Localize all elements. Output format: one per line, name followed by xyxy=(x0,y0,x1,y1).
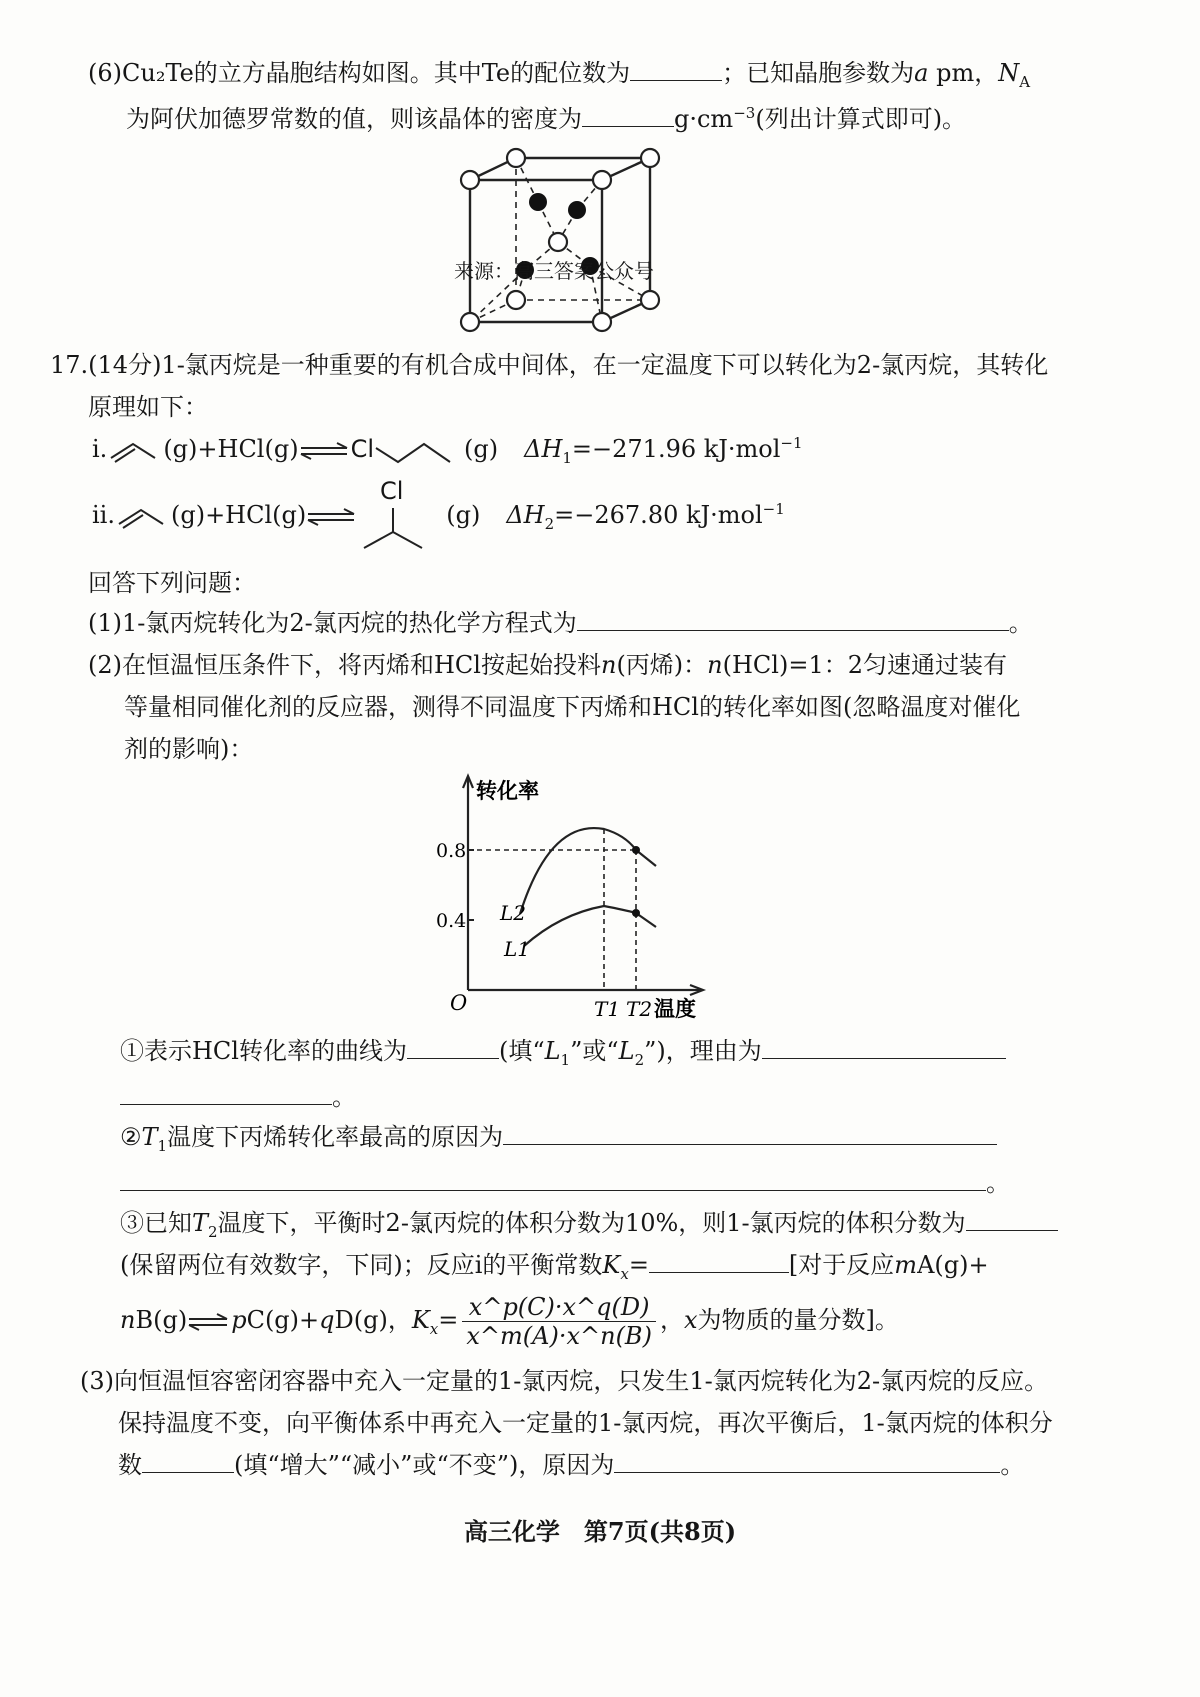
q6-line2: 为阿伏加德罗常数的值，则该晶体的密度为 $g\cdot cm^{-3}$(列出计算式即可)。 xyxy=(126,104,967,133)
change-blank[interactable] xyxy=(142,1450,234,1473)
propene-structure-ii xyxy=(115,502,171,532)
y-tick-label-0: 0.4 xyxy=(436,910,467,932)
equilibrium-arrow-kx xyxy=(187,1312,231,1332)
series-label-L1: L1 xyxy=(504,937,531,961)
part-3-line2: 保持温度不变，向平衡体系中再充入一定量的1-氯丙烷，再次平衡后，1-氯丙烷的体积分 xyxy=(118,1409,1053,1437)
kx-fraction: $\frac{x\^{}p(C)\cdot x\^{}q(D)}{x\^{}m(A)\cdot x\^{}n(B)}$ xyxy=(462,1293,656,1350)
series-label-L2: L2 xyxy=(500,901,527,925)
sub-3-line2: (保留两位有效数字，下同)；反应ⅰ的平衡常数$K_x=$ [对于反应mA(g)+ xyxy=(120,1251,989,1283)
reason-blank-1a[interactable] xyxy=(762,1036,1006,1059)
te-atoms xyxy=(461,149,659,331)
sub-1-cont: 。 xyxy=(120,1080,356,1114)
volume-fraction-blank[interactable] xyxy=(966,1208,1058,1231)
q6-line1: (6)Cu₂Te的立方晶胞结构如图。其中Te的配位数为 ；已知晶胞参数为a pm，$N_A$ xyxy=(88,59,1031,91)
part-2-line1: (2)在恒温恒压条件下，将丙烯和HCl按起始投料n(丙烯)：n(HCl)=1：2匀速通过装有 xyxy=(88,651,1007,679)
conversion-chart xyxy=(420,770,720,1030)
crystal-cell-diagram xyxy=(440,140,680,340)
density-blank[interactable] xyxy=(582,104,674,127)
part-1: (1)1-氯丙烷转化为2-氯丙烷的热化学方程式为 。 xyxy=(88,609,1033,637)
equilibrium-arrow-i xyxy=(299,441,351,461)
reason-blank-1b[interactable] xyxy=(120,1082,332,1105)
x-tick-label-1: T2 xyxy=(626,997,653,1021)
chloropropane-1-structure xyxy=(374,434,454,468)
origin-label: O xyxy=(450,991,468,1015)
y-tick-label-1: 0.8 xyxy=(436,840,467,862)
x-tick-label-0: T1 xyxy=(594,997,621,1021)
q17-header: 17.(14分)1-氯丙烷是一种重要的有机合成中间体，在一定温度下可以转化为2-氯丙烷，其转化 xyxy=(50,351,1049,379)
sub-2: $②T_1$温度下丙烯转化率最高的原因为 xyxy=(120,1120,997,1154)
point-L2-T2 xyxy=(632,846,640,854)
sub-2-cont: 。 xyxy=(120,1166,1010,1200)
kx-blank[interactable] xyxy=(649,1250,789,1273)
chloropropane-2-structure xyxy=(360,506,430,556)
q17-header2: 原理如下： xyxy=(88,393,208,421)
y-axis-label: 转化率 xyxy=(476,778,539,803)
reason-blank-3[interactable] xyxy=(614,1450,1000,1473)
coordination-blank[interactable] xyxy=(630,58,722,81)
watermark: 来源：高三答案公众号 xyxy=(454,259,654,283)
reaction-ii: ⅱ. (g)+HCl(g) (g) $\Delta H_2=-267.80$ kJ·mol$^{-1}$ xyxy=(92,500,785,533)
part-3-line3: 数 (填“增大”“减小”或“不变”)，原因为 。 xyxy=(118,1451,1025,1479)
reaction-ii-cl: Cl xyxy=(380,477,404,505)
reason-blank-2b[interactable] xyxy=(120,1168,986,1191)
reason-blank-2a[interactable] xyxy=(503,1122,997,1145)
sub-3-line3: nB(g) pC(g)+qD(g)，$K_x=$ $\frac{x\^{}p(C)\cdot x\^{}q(D)}{x\^{}m(A)\cdot x\^{}n(B)}$ ，x为物质的量分数]。 xyxy=(120,1293,899,1350)
sub-3: ③已知$T_2$温度下，平衡时2-氯丙烷的体积分数为10%，则1-氯丙烷的体积分数为 xyxy=(120,1206,1058,1240)
page-footer: 高三化学 第7页(共8页) xyxy=(463,1517,737,1546)
answer-intro: 回答下列问题： xyxy=(88,569,256,597)
thermo-equation-blank[interactable] xyxy=(577,608,1009,631)
part-2-line3: 剂的影响)： xyxy=(124,735,254,763)
propene-structure-i xyxy=(107,436,163,466)
part-2-line2: 等量相同催化剂的反应器，测得不同温度下丙烯和HCl的转化率如图(忽略温度对催化 xyxy=(124,693,1021,721)
x-axis-label: 温度 xyxy=(654,996,696,1021)
sub-1: ①表示HCl转化率的曲线为 (填“$L_1$”或“$L_2$”)，理由为 xyxy=(120,1034,1006,1068)
equilibrium-arrow-ii xyxy=(306,507,358,527)
point-L1-T2 xyxy=(632,909,640,917)
part-3-line1: (3)向恒温恒容密闭容器中充入一定量的1-氯丙烷，只发生1-氯丙烷转化为2-氯丙烷的反应。 xyxy=(80,1367,1049,1395)
reaction-i: ⅰ. (g)+HCl(g) Cl (g) $\Delta H_1=-271.96$ kJ·mol$^{-1}$ xyxy=(92,434,803,467)
hcl-curve-blank[interactable] xyxy=(407,1036,499,1059)
